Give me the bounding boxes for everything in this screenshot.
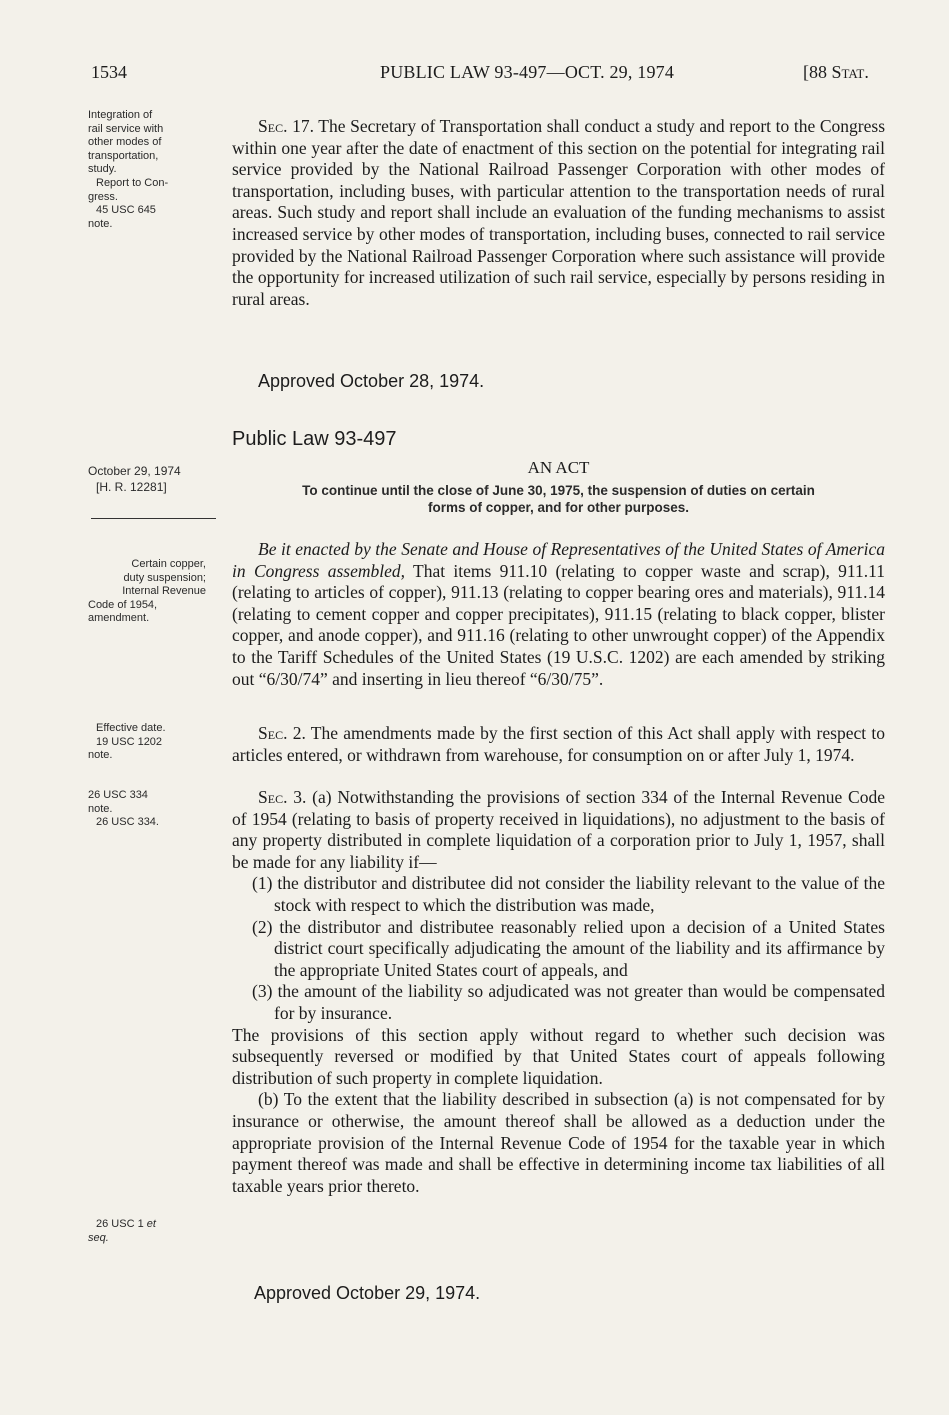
page-header-title: PUBLIC LAW 93-497—OCT. 29, 1974	[380, 62, 675, 82]
margin-line: gress.	[88, 190, 118, 203]
margin-note-integration	[88, 109, 218, 231]
section-text: The amendments made by the first section of this Act shall apply with respect to articles entered, or withdrawn from warehouse, for consumption on or after July 1, 1974.	[232, 723, 885, 765]
margin-line: Effective date.	[96, 722, 166, 734]
stat-close: .	[864, 62, 869, 82]
margin-line: Integration of	[88, 109, 153, 121]
margin-date: October 29, 1974	[88, 464, 181, 478]
list-item: (3) the amount of the liability so adjudicated was not greater than would be compensated for by insurance.	[252, 981, 885, 1023]
margin-line: note.	[88, 802, 113, 815]
stat-word: Stat	[831, 62, 865, 82]
list-item: (2) the distributor and distributee reasonably relied upon a decision of a United States district court specifically adjudicating the amount of the liability and its affirmance by the appropriate United States court of appeals, and	[252, 916, 885, 980]
margin-line	[88, 1218, 218, 1232]
margin-line: transportation,	[88, 149, 159, 162]
statute-volume	[803, 62, 869, 83]
margin-line: Internal Revenue	[122, 585, 206, 598]
purpose-line: To continue until the close of June 30, 1975, the suspension of duties on certain	[302, 483, 815, 498]
margin-line: duty suspension;	[123, 571, 206, 584]
margin-line: note.	[88, 217, 113, 230]
act-purpose	[232, 482, 885, 516]
provisions-paragraph: The provisions of this section apply without regard to whether such decision was subsequently reversed or modified by that United States court of appeals following distribution of such property in complete liquidation.	[232, 1024, 885, 1088]
margin-seq: seq.	[88, 1231, 109, 1244]
margin-note-effective	[88, 722, 218, 763]
section-label: Sec. 3.	[258, 787, 307, 807]
margin-et: et	[146, 1218, 156, 1230]
section-3b-paragraph: (b) To the extent that the liability described in subsection (a) is not compensated for by insurance or otherwise, the amount thereof shall be allowed as a deduction under the appropriate provision of the Internal Revenue Code of 1954 for the taxable year in which payment thereof was made and shall be effective in determining income tax liabilities of all taxable years prior thereto.	[232, 1089, 885, 1196]
approved-date-2: Approved October 29, 1974.	[254, 1283, 481, 1303]
margin-line	[88, 1232, 218, 1246]
section-text: The Secretary of Transportation shall conduct a study and report to the Congress within one year after the date of enactment of this section on the potential for integrating rail service provided by the National Railroad Passenger Corporation with other modes of transportation, including buses, with particular attention to the transportation needs of rural areas. Such study and report shall include an evaluation of the funding mechanisms to assist increased service by other modes of transportation, including buses, connected to rail service provided by the National Railroad Passenger Corporation where such assistance will provide the opportunity for increased utilization of such rail service, especially by persons residing in rural areas.	[232, 116, 886, 309]
section-text: (a) Notwithstanding the provisions of section 334 of the Internal Revenue Code of 1954 (relating to basis of property received in liquidations), no adjustment to the basis of any property distributed in complete liquidation of a corporation prior to July 1, 1957, shall be made for any liability if—	[232, 787, 885, 872]
margin-note-date	[88, 463, 218, 495]
margin-line: 26 USC 334.	[96, 816, 159, 829]
margin-line: Report to Con-	[96, 176, 169, 189]
margin-line: Code of 1954,	[88, 598, 158, 611]
margin-line: other modes of	[88, 136, 162, 149]
margin-note-26usc334	[88, 789, 218, 830]
section-label: Sec. 2.	[258, 723, 306, 743]
margin-rule	[91, 518, 216, 519]
margin-line: note.	[88, 749, 113, 762]
margin-usc1: 26 USC 1	[96, 1218, 147, 1230]
act-heading: AN ACT	[527, 458, 590, 477]
margin-line: 45 USC 645	[96, 204, 156, 217]
margin-note-copper	[88, 558, 206, 626]
public-law-number: Public Law 93-497	[232, 428, 397, 450]
list-item: (1) the distributor and distributee did not consider the liability relevant to the value of the stock with respect to which the distribution was made,	[252, 873, 885, 915]
purpose-line: forms of copper, and for other purposes.	[427, 500, 690, 515]
section-label: Sec. 17.	[258, 116, 314, 136]
margin-line: 19 USC 1202	[96, 735, 163, 748]
section-2-paragraph	[232, 723, 885, 766]
section-3a-paragraph	[232, 787, 885, 873]
section-3	[232, 787, 885, 1197]
page-number: 1534	[91, 62, 127, 82]
margin-line: rail service with	[88, 122, 164, 135]
margin-note-26usc1	[88, 1218, 218, 1245]
margin-line: Certain copper,	[131, 558, 206, 570]
margin-line: amendment.	[88, 612, 150, 625]
approved-date-1: Approved October 28, 1974.	[258, 371, 485, 391]
stat-open: [88	[803, 62, 832, 82]
margin-line: study.	[88, 163, 117, 176]
section-text: That items 911.10 (relating to copper waste and scrap), 911.11 (relating to articles of copper), 911.13 (relating to copper bearing ores and materials), 911.14 (relating to cement copper and copper precipitates), 911.15 (relating to black copper, blister copper, and anode copper), and 911.16 (relating to other unwrought copper) of the Appendix to the Tariff Schedules of the United States (19 U.S.C. 1202) are each amended by striking out “6/30/74” and inserting in lieu thereof “6/30/75”.	[232, 560, 885, 689]
enacting-clause: Be it enacted by the Senate and House of Representatives of the United States of America in Congress assembled,	[232, 539, 885, 581]
margin-line: 26 USC 334	[88, 789, 148, 801]
section-17-paragraph	[232, 116, 885, 310]
section-1-paragraph	[232, 539, 885, 690]
margin-bill-number: [H. R. 12281]	[96, 480, 167, 494]
